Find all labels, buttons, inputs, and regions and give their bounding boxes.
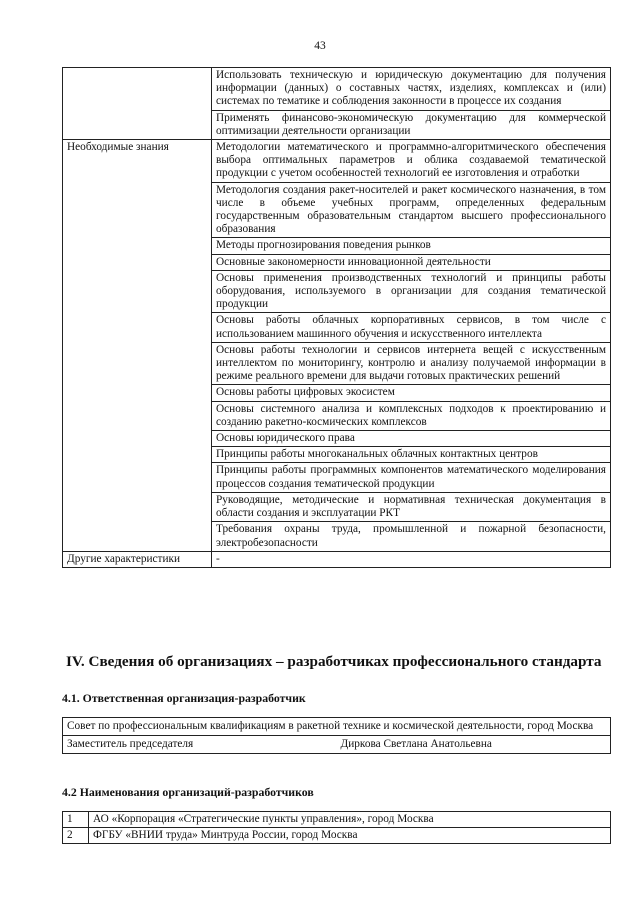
table-row (63, 140, 611, 183)
table-row (63, 736, 611, 754)
responsible-org-heading: 4.1. Ответственная организация-разработчик (62, 691, 306, 705)
knowledge-item: Методологии математического и программно-алгоритмического обеспечения выбора оптимальных параметров и облика создаваемой тематической продукции с учетом особенностей технологий ее изготовления и отработки (212, 140, 611, 183)
org-name: Совет по профессиональным квалификациям в ракетной технике и космической деятельности, город Москва (63, 718, 611, 736)
other-value: - (212, 551, 611, 567)
developer-num: 2 (63, 828, 89, 844)
knowledge-item: Методология создания ракет-носителей и ракет космического назначения, в том числе в объеме учебных программ, определенных федеральным государственным образовательным стандартом высшего профессионального образования (212, 182, 611, 238)
knowledge-item: Методы прогнозирования поведения рынков (212, 238, 611, 254)
developers-table (62, 811, 611, 844)
developers-heading: 4.2 Наименования организаций-разработчиков (62, 785, 314, 799)
knowledge-item: Основы системного анализа и комплексных подходов к проектированию и созданию ракетно-космических комплексов (212, 401, 611, 430)
knowledge-item: Руководящие, методические и нормативная техническая документация в области создания и эксплуатации РКТ (212, 492, 611, 521)
developer-name: АО «Корпорация «Стратегические пункты управления», город Москва (89, 812, 611, 828)
knowledge-label: Необходимые знания (63, 140, 212, 552)
org-position: Заместитель председателя (63, 736, 337, 754)
knowledge-item: Основы юридического права (212, 431, 611, 447)
page-number: 43 (314, 40, 326, 52)
table-row (63, 551, 611, 567)
skill-item: Применять финансово-экономическую документацию для коммерческой оптимизации деятельности организации (212, 110, 611, 139)
empty-label-cell (63, 68, 212, 140)
developer-num: 1 (63, 812, 89, 828)
table-row (63, 68, 611, 111)
knowledge-item: Основные закономерности инновационной деятельности (212, 254, 611, 270)
skills-table (62, 67, 611, 568)
knowledge-item: Основы применения производственных технологий и принципы работы оборудования, используемого в организации для создания тематической продукции (212, 270, 611, 313)
knowledge-item: Принципы работы многоканальных облачных контактных центров (212, 447, 611, 463)
other-label: Другие характеристики (63, 551, 212, 567)
knowledge-item: Основы работы облачных корпоративных сервисов, в том числе с использованием машинного обучения и искусственного интеллекта (212, 313, 611, 342)
org-person: Диркова Светлана Анатольевна (337, 736, 611, 754)
knowledge-item: Принципы работы программных компонентов математического моделирования процессов создания тематической продукции (212, 463, 611, 492)
knowledge-item: Основы работы цифровых экосистем (212, 385, 611, 401)
knowledge-item: Основы работы технологии и сервисов интернета вещей с искусственным интеллектом по мониторингу, контролю и анализу получаемой информации в режиме реального времени для выдачи готовых практических решений (212, 342, 611, 385)
section-title: IV. Сведения об организациях – разработчиках профессионального стандарта (66, 653, 602, 670)
developer-name: ФГБУ «ВНИИ труда» Минтруда России, город Москва (89, 828, 611, 844)
skill-item: Использовать техническую и юридическую документацию для получения информации (данных) о составных частях, изделиях, комплексах и (или) системах по тематике и соблюдения законности в процессе их создания (212, 68, 611, 111)
table-row (63, 812, 611, 828)
responsible-org-table (62, 717, 611, 754)
knowledge-item: Требования охраны труда, промышленной и пожарной безопасности, электробезопасности (212, 522, 611, 551)
table-row (63, 828, 611, 844)
table-row (63, 718, 611, 736)
